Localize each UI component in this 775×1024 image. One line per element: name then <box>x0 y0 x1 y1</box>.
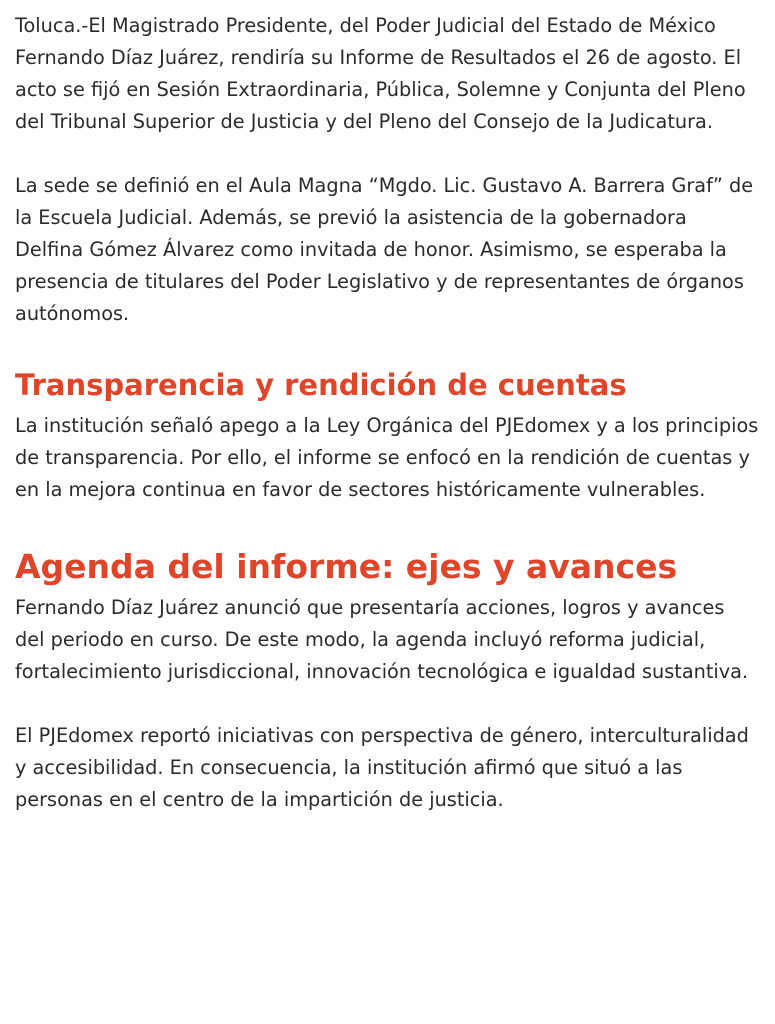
agenda-paragraph-1: Fernando Díaz Juárez anunció que presentaría acciones, logros y avances del periodo en curso. De este modo, la agenda incluyó reforma judicial, fortalecimiento jurisdiccional, innovación tecnológica e igualdad sustantiva. <box>15 596 749 683</box>
intro-paragraph-1: Toluca.-El Magistrado Presidente, del Poder Judicial del Estado de México Fernando Díaz Juárez, rendiría su Informe de Resultados el 26 de agosto. El acto se fijó en Sesión Extraordinaria, Pública, Solemne y Conjunta del Pleno del Tribunal Superior de Justicia y del Pleno del Consejo de la Judicatura. <box>15 14 746 133</box>
section-heading-agenda: Agenda del informe: ejes y avances <box>15 547 678 586</box>
agenda-paragraph-2: El PJEdomex reportó iniciativas con perspectiva de género, interculturalidad y accesibilidad. En consecuencia, la institución afirmó que situó a las personas en el centro de la impartición de justicia. <box>15 724 749 811</box>
transparency-paragraph: La institución señaló apego a la Ley Orgánica del PJEdomex y a los principios de transparencia. Por ello, el informe se enfocó en la rendición de cuentas y en la mejora continua en favor de sectores históricamente vulnerables. <box>15 414 759 501</box>
section-heading-transparency: Transparencia y rendición de cuentas <box>15 368 627 402</box>
intro-paragraph-2: La sede se definió en el Aula Magna “Mgdo. Lic. Gustavo A. Barrera Graf” de la Escuela Judicial. Además, se previó la asistencia de la gobernadora Delfina Gómez Álvarez como invitada de honor. Asimismo, se esperaba la presencia de titulares del Poder Legislativo y de representantes de órganos autónomos. <box>15 174 754 325</box>
